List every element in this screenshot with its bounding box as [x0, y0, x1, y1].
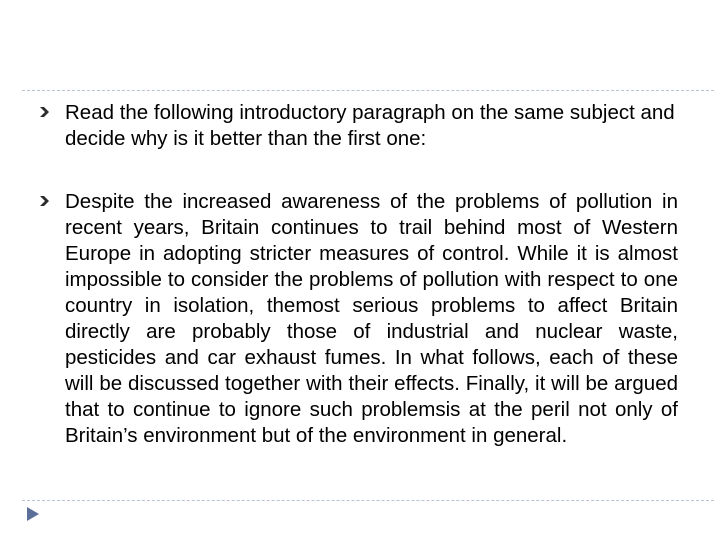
bullet-item-paragraph — [38, 189, 678, 449]
arrow-bullet-icon — [38, 106, 50, 118]
bottom-divider — [22, 500, 714, 501]
top-divider — [22, 90, 714, 91]
next-slide-arrow-icon[interactable] — [26, 506, 40, 522]
bullet-text: Read the following introductory paragraph on the same subject and decide why is it better than the first one: — [65, 101, 675, 150]
bullet-text: Despite the increased awareness of the problems of pollution in recent years, Britain continues to trail behind most of Western Europe in adopting stricter measures of control. While it is almost impossible to consider the problems of pollution with respect to one country in isolation, themost serious problems to affect Britain directly are probably those of industrial and nuclear waste, pesticides and car exhaust fumes. In what follows, each of these will be discussed together with their effects. Finally, it will be argued that to continue to ignore such problemsis at the peril not only of Britain’s environment but of the environment in general. — [65, 190, 678, 447]
bullet-item-instruction — [38, 100, 678, 152]
arrow-bullet-icon — [38, 195, 50, 207]
